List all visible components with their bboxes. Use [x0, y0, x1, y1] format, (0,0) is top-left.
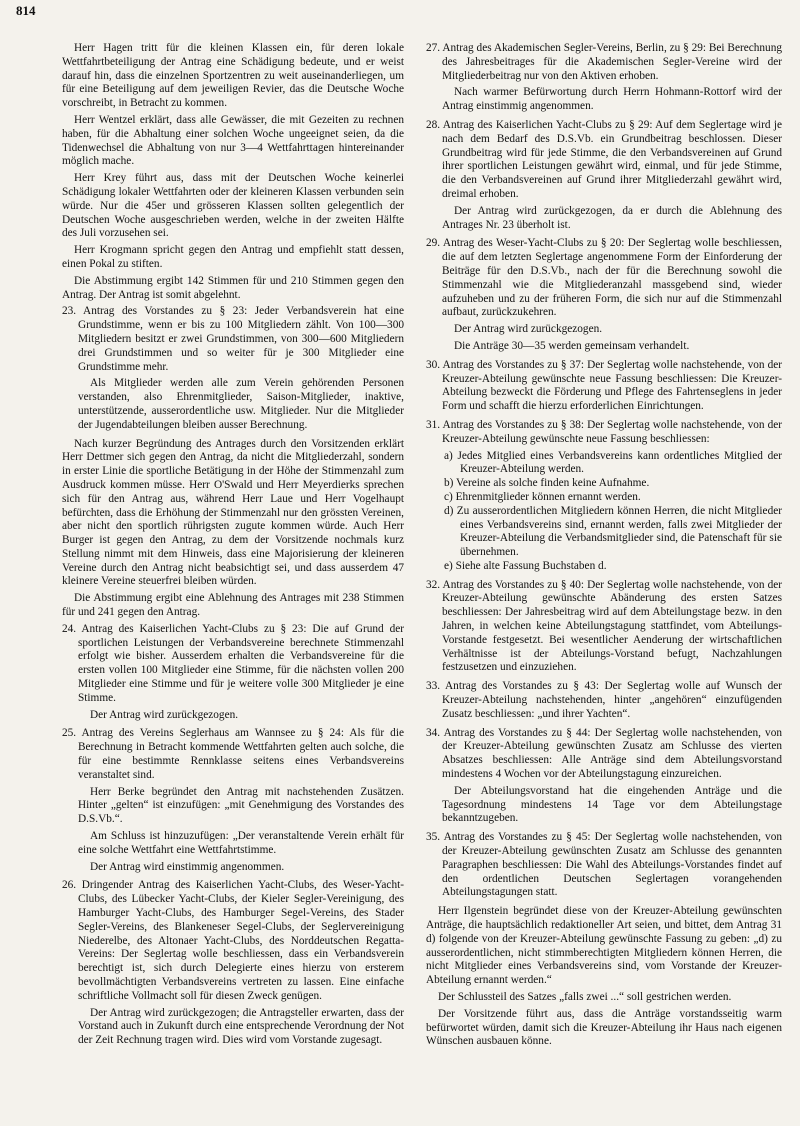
motion-outcome: Herr Berke begründet den Antrag mit nachstehenden Zusätzen. Hinter „gelten“ ist einzufügen: „mit Genehmigung des Vorstandes des D.S.Vb.“. [78, 785, 404, 826]
paragraph: Die Abstimmung ergibt 142 Stimmen für und 210 Stimmen gegen den Antrag. Der Antrag ist somit abgelehnt. [62, 274, 404, 301]
motion-item [426, 119, 782, 232]
motion-item [426, 359, 782, 414]
paragraph: Der Vorsitzende führt aus, dass die Anträge vorstandsseitig warm befürwortet würden, damit sich die Kreuzer-Abteilung ihr Haus nach eigenen Wünschen ausbauen könne. [426, 1007, 782, 1048]
motion-text: 27. Antrag des Akademischen Segler-Vereins, Berlin, zu § 29: Bei Berechnung des Jahresbeitrages für die Akademischen Segler-Vereine wird der Mitgliederbeitrag nur von den Aktiven erhoben. [426, 42, 782, 82]
motion-outcome: Nach warmer Befürwortung durch Herrn Hohmann-Rottorf wird der Antrag einstimmig angenommen. [442, 86, 782, 113]
motion-outcome: Die Anträge 30—35 werden gemeinsam verhandelt. [454, 339, 690, 352]
motion-item [62, 727, 404, 874]
motion-item [426, 727, 782, 827]
motion-text: 24. Antrag des Kaiserlichen Yacht-Clubs zu § 23: Die auf Grund der sportlichen Leistungen der Verbandsvereine berechnete Stimmenzahl erfolgt wie bisher. Ausserdem erhalten die Verbandsvereine für die ersten vollen 100 Mitglieder eine Stimme, für die nächsten vollen 200 Mitglieder eine Stimme und für je weitere volle 300 Mitglieder je eine Stimme. [62, 622, 404, 704]
motion-outcome: Der Antrag wird einstimmig angenommen. [90, 860, 285, 873]
motion-text: 30. Antrag des Vorstandes zu § 37: Der Seglertag wolle nachstehende, von der Kreuzer-Abteilung gewünschte neue Fassung beschliessen: Die Kreuzer-Abteilung bezweckt die Förderung und Pflege des Fahrtenseglens in jeder Form und schafft die hierzu erforderlichen Einrichtungen. [426, 358, 782, 413]
motion-text: 26. Dringender Antrag des Kaiserlichen Yacht-Clubs, des Weser-Yacht-Clubs, des Lübecker Yacht-Clubs, der Kieler Segler-Vereinigung, des Hamburger Yacht-Clubs, des Hamburger Segel-Vereins, des Stader Segler-Vereins, des Blankeneser Segel-Clubs, der Seglervereinigung Niederelbe, des Altonaer Yacht-Clubs, des Norddeutschen Regatta-Vereins: Der Seglertag wolle beschliessen, dass ein Verbandsverein berechtigt ist, sich durch Delegierte eines hierzu von ersterem bevollmächtigten Verbandsvereins vertreten zu lassen. Eine einfache schriftliche Vollmacht soll für diesen Zweck genügen. [62, 879, 404, 1002]
paragraph: Die Abstimmung ergibt eine Ablehnung des Antrages mit 238 Stimmen für und 241 gegen den Antrag. [62, 592, 404, 619]
motion-item [426, 419, 782, 574]
motion-outcome: Als Mitglieder werden alle zum Verein gehörenden Personen verstanden, also Ehrenmitglieder, Saison-Mitglieder, inaktive, unterstützende, ausserordentliche usw. Mitglieder. Nur die Mitglieder der Jugendabteilungen bleiben ausser Berechnung. [78, 377, 404, 431]
page-number: 814 [16, 3, 36, 18]
motion-text: 23. Antrag des Vorstandes zu § 23: Jeder Verbandsverein hat eine Grundstimme, wenn er bis zu 100 Mitgliedern zählt. Von 100—300 Mitgliedern besitzt er zwei Grundstimmen, von 300—600 Mitgliedern drei Grundstimmen und so weiter für je 300 Mitglieder eine Grundstimme mehr. [62, 305, 404, 373]
motion-list [442, 450, 782, 574]
motion-outcome: Der Abteilungsvorstand hat die eingehenden Anträge und die Tagesordnung mindestens 14 Tage vor dem Abteilungstage bekanntzugeben. [442, 784, 782, 825]
motion-text: 32. Antrag des Vorstandes zu § 40: Der Seglertag wolle nachstehende, von der Kreuzer-Abteilung gewünschte Abänderung des ersten Satzes beschliessen: Der Jahresbeitrag wird auf dem Abteilungstage bezw. in den Jahren, in welchen keine Abteilungstagung stattfindet, vom Abteilungs-Vorstande festgesetzt. Bei wesentlicher Aenderung der wirtschaftlichen Verhältnisse ist der Abteilungs-Vorstand befugt, Nachzahlungen festzusetzen und einzuziehen. [426, 578, 782, 674]
motion-item [426, 579, 782, 676]
paragraph: Herr Ilgenstein begründet diese von der Kreuzer-Abteilung gewünschten Anträge, die hauptsächlich redaktioneller Art seien, und bittet, dem Antrag 31 d) folgende von der Kreuzer-Abteilung gewünschte Fassung zu geben: „d) zu ausserordentlichen, nicht stimmberechtigten Mitgliedern können Herren, die nicht Mitglieder eines Verbandsvereins sind, vom Vorstande der Kreuzer-Abteilung ernannt werden.“ [426, 905, 782, 987]
motion-text: 35. Antrag des Vorstandes zu § 45: Der Seglertag wolle nachstehenden, von der Kreuzer-Abteilung gewünschten Zusatz am Schlusse des genannten Paragraphen beschliessen: Die Wahl des Abteilungs-Vorstandes findet auf den ordentlichen Deutschen Seglertagen vorangehenden Abteilungstagungen statt. [426, 831, 782, 899]
list-item: b) Vereine als solche finden keine Aufnahme. [444, 477, 650, 490]
motion-outcome: Der Antrag wird zurückgezogen. [454, 323, 603, 336]
motion-text: 31. Antrag des Vorstandes zu § 38: Der Seglertag wolle nachstehende, von der Kreuzer-Abteilung gewünschte neue Fassung beschliessen: [426, 418, 782, 445]
left-column [62, 42, 404, 1053]
paragraph: Herr Krey führt aus, dass mit der Deutschen Woche keinerlei Schädigung lokaler Wettfahrten oder der kleineren Klassen verbunden sein würde. Nur die 45er und grösseren Klassen sollten gelegentlich der Deutschen Woche ausgeschrieben werden, welche in der zweiten Hälfte des Juli vorzusehen sei. [62, 172, 404, 240]
motion-item [426, 831, 782, 900]
motion-item [62, 879, 404, 1048]
motion-item [426, 237, 782, 353]
motion-item [426, 42, 782, 114]
paragraph: Nach kurzer Begründung des Antrages durch den Vorsitzenden erklärt Herr Dettmer sich gegen den Antrag, da nicht die Mitgliederzahl, sondern in erster Linie die sportliche Betätigung in der Höhe der Stimmenzahl zum Ausdruck kommen müsse. Herr O'Swald und Herr Meyerdierks sprechen sich für den Antrag aus, während Herr Laue und Herr Vogelhaupt befürchten, dass die Erhöhung der Stimmenzahl nur den grössten Vereinen, aber nicht den sportlich rührigsten zugute kommen würde. Auch Herr Burger ist gegen den Antrag, zu dem der Vorsitzende nochmals kurz Stellung nimmt mit dem Hinweis, dass eine Majorisierung der kleineren Vereine durch den Antrag nicht beabsichtigt sei, und dass ausserdem 47 kleinere Vereine steuerfrei bleiben würden. [62, 437, 404, 588]
motion-outcome: Der Antrag wird zurückgezogen. [90, 708, 239, 721]
motion-text: 28. Antrag des Kaiserlichen Yacht-Clubs zu § 29: Auf dem Seglertage wird je nach dem Bedarf des D.S.Vb. ein Grundbeitrag beschlossen. Dieser Grundbeitrag wird für jede Stimme, die den Verbandsvereinen auf Grund ihrer sportlichen Leistungen gewährt wird, einmal, und für jede Stimme, die den Verbandsvereinen auf Grund ihrer Mitgliederzahl gewährt wird, dreimal erhoben. [426, 118, 782, 200]
motion-item [62, 305, 404, 432]
motion-text: 29. Antrag des Weser-Yacht-Clubs zu § 20: Der Seglertag wolle beschliessen, die auf dem letzten Seglertage angenommene Form der Einforderung der Beiträge für den D.S.Vb., nach der für die Berechnung sowohl die Stimmenzahl wie die Mitgliederanzahl massgebend sind, wieder aufzuheben und zu der früheren Form, die sich nur auf die Stimmenzahl aufbaut, zurückzukehren. [426, 237, 782, 319]
motion-item [426, 680, 782, 721]
paragraph: Der Schlussteil des Satzes „falls zwei ...“ soll gestrichen werden. [438, 991, 732, 1003]
motion-item [62, 623, 404, 723]
motion-outcome: Der Antrag wird zurückgezogen; die Antragsteller erwarten, dass der Vorstand auch in Zukunft durch eine entsprechende Verordnung der Not der Zeit Rechnung tragen wird. Dies wird vom Vorstande zugesagt. [78, 1006, 404, 1047]
paragraph: Herr Wentzel erklärt, dass alle Gewässer, die mit Gezeiten zu rechnen haben, für die Abhaltung einer solchen Woche ungeeignet seien, da die Tidenwechsel die Abhaltung von nur 3—4 Wettfahrttagen hintereinander möglich mache. [62, 113, 404, 168]
list-item: d) Zu ausserordentlichen Mitgliedern können Herren, die nicht Mitglieder eines Verbandsvereins sind, ernannt werden, falls zwei Mitglieder der Kreuzer-Abteilung die Verbandsmitglieder sind, die Patenschaft für sie übernehmen. [444, 504, 782, 559]
list-item: a) Jedes Mitglied eines Verbandsvereins kann ordentliches Mitglied der Kreuzer-Abteilung werden. [444, 449, 782, 476]
right-column [426, 42, 782, 1052]
paragraph: Herr Krogmann spricht gegen den Antrag und empfiehlt statt dessen, einen Pokal zu stiften. [62, 244, 404, 270]
list-item: e) Siehe alte Fassung Buchstaben d. [444, 559, 607, 572]
motion-text: 25. Antrag des Vereins Seglerhaus am Wannsee zu § 24: Als für die Berechnung in Betracht kommende Wettfahrten gelten auch solche, die für eine bestimmte Rennklasse seitens eines Verbandsvereins veranstaltet sind. [62, 727, 404, 781]
motion-text: 34. Antrag des Vorstandes zu § 44: Der Seglertag wolle nachstehenden, von der Kreuzer-Abteilung gewünschten Zusatz am Schlusse des vierten Absatzes beschliessen: Alle Anträge sind dem Abteilungsvorstand mindestens 4 Wochen vor der Abteilungstagung einzureichen. [426, 726, 782, 781]
motion-text: 33. Antrag des Vorstandes zu § 43: Der Seglertag wolle auf Wunsch der Kreuzer-Abteilung nachstehenden, hinter „angehören“ einzufügenden Zusatz beschliessen: „und ihrer Yachten“. [426, 680, 782, 720]
motion-outcome: Der Antrag wird zurückgezogen, da er durch die Ablehnung des Antrages Nr. 23 überholt ist. [442, 204, 782, 231]
paragraph: Herr Hagen tritt für die kleinen Klassen ein, für deren lokale Wettfahrtbeteiligung der Antrag eine Schädigung bedeute, und er weist darauf hin, dass die einzelnen Sportzentren zu weit auseinanderliegen, um für eine Beteiligung auf dem jeweiligen Revier, das die Deutsche Woche vorschreibt, in Betracht zu kommen. [62, 42, 404, 110]
list-item: c) Ehrenmitglieder können ernannt werden. [444, 490, 641, 503]
motion-outcome: Am Schluss ist hinzuzufügen: „Der veranstaltende Verein erhält für eine solche Wettfahrt eine Wettfahrtstimme. [78, 830, 404, 856]
